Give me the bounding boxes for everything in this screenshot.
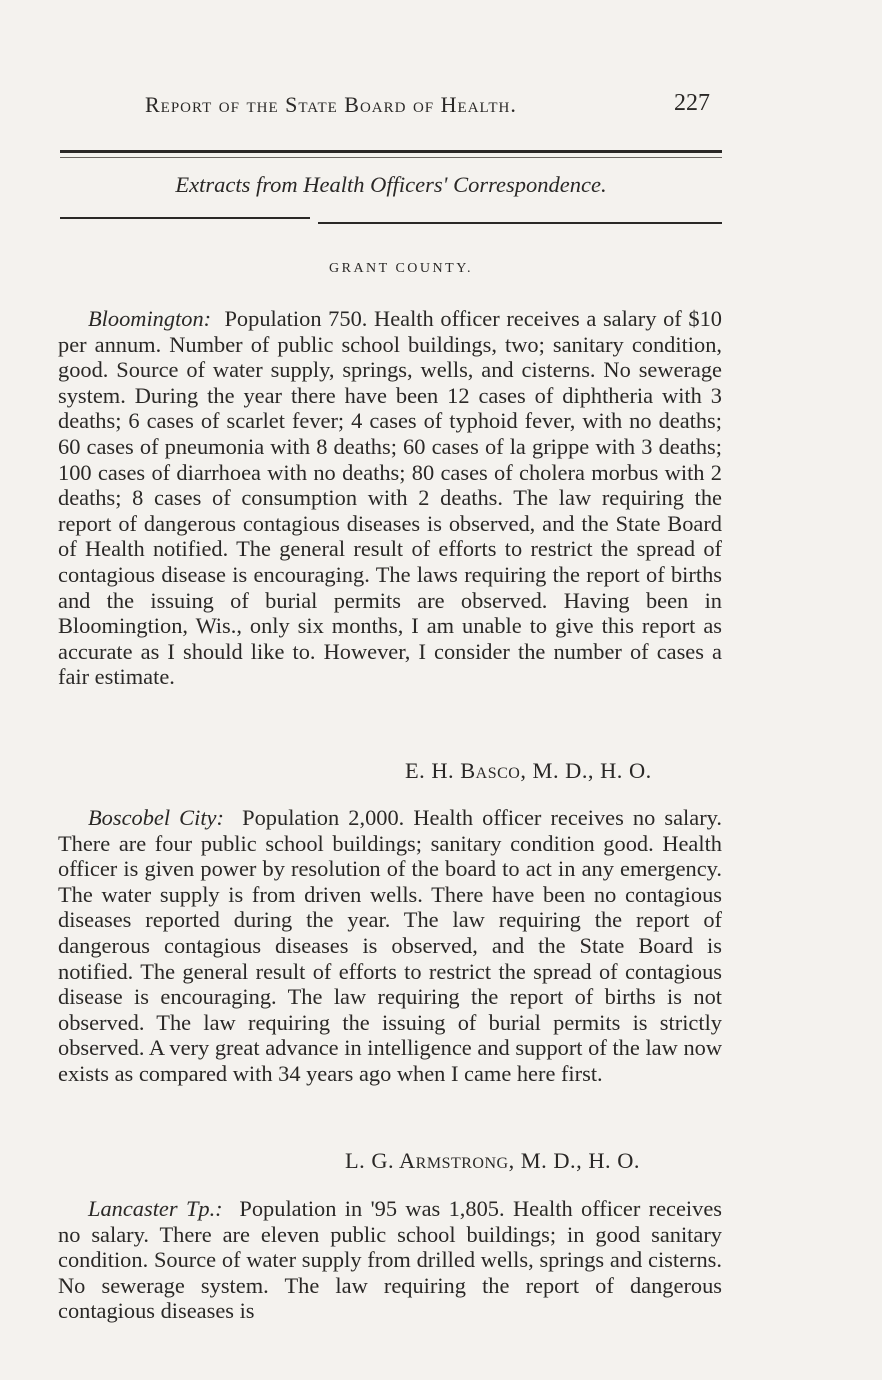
entry-paragraph [58,306,722,690]
page-number: 227 [674,90,710,116]
running-head: Report of the State Board of Health. [145,92,517,117]
entry-signature: E. H. Basco, M. D., H. O. [405,758,652,783]
header-rule-thin [60,157,722,158]
entry-paragraph [58,1196,722,1324]
entry-bloomington [58,306,722,690]
subheading-rule-left [60,217,310,219]
entry-boscobel [58,805,722,1087]
entry-text: Population in '95 was 1,805. Health officer receives no salary. There are eleven public school buildings; in good sanitary condition. Source of water supply from drilled wells, springs and cisterns. No sewerage system. The law requiring the report of dangerous contagious diseases is [58,1196,722,1324]
entry-text: Population 2,000. Health officer receives no salary. There are four public school buildings; sanitary condition good. Health officer is given power by resolution of the board to act in any emergency. The water supply is from driven wells. There have been no contagious diseases reported during the year. The law requiring the report of dangerous contagious diseases is observed, and the State Board is notified. The general result of efforts to restrict the spread of contagious disease is encouraging. The law requiring the report of births is not observed. The law requiring the issuing of burial permits is strictly observed. A very great advance in intelligence and support of the law now exists as compared with 34 years ago when I came here first. [58,805,723,1086]
subheading-rule-right [318,222,722,224]
entry-place: Lancaster Tp.: [88,1196,223,1221]
section-subheading: Extracts from Health Officers' Correspondence. [175,172,607,197]
entry-text: Population 750. Health officer receives a salary of $10 per annum. Number of public school buildings, two; sanitary condition, good. Source of water supply, springs, wells, and cisterns. No sewerage system. During the year there have been 12 cases of diphtheria with 3 deaths; 6 cases of scarlet fever; 4 cases of typhoid fever, with no deaths; 60 cases of pneumonia with 8 deaths; 60 cases of la grippe with 3 deaths; 100 cases of diarrhoea with no deaths; 80 cases of cholera morbus with 2 deaths; 8 cases of consumption with 2 deaths. The law requiring the report of dangerous contagious diseases is observed, and the State Board of Health notified. The general result of efforts to restrict the spread of contagious disease is encouraging. The laws requiring the report of births and the issuing of burial permits are observed. Having been in Bloomingtion, Wis., only six months, I am unable to give this report as accurate as I should like to. However, I consider the number of cases a fair estimate. [58,306,722,690]
county-heading: GRANT COUNTY. [329,261,473,276]
entry-lancaster [58,1196,722,1324]
entry-paragraph [58,805,722,1087]
entry-place: Boscobel City: [88,805,224,830]
header-rule-thick [60,150,722,153]
entry-signature: L. G. Armstrong, M. D., H. O. [345,1148,640,1173]
entry-place: Bloomington: [88,306,212,331]
